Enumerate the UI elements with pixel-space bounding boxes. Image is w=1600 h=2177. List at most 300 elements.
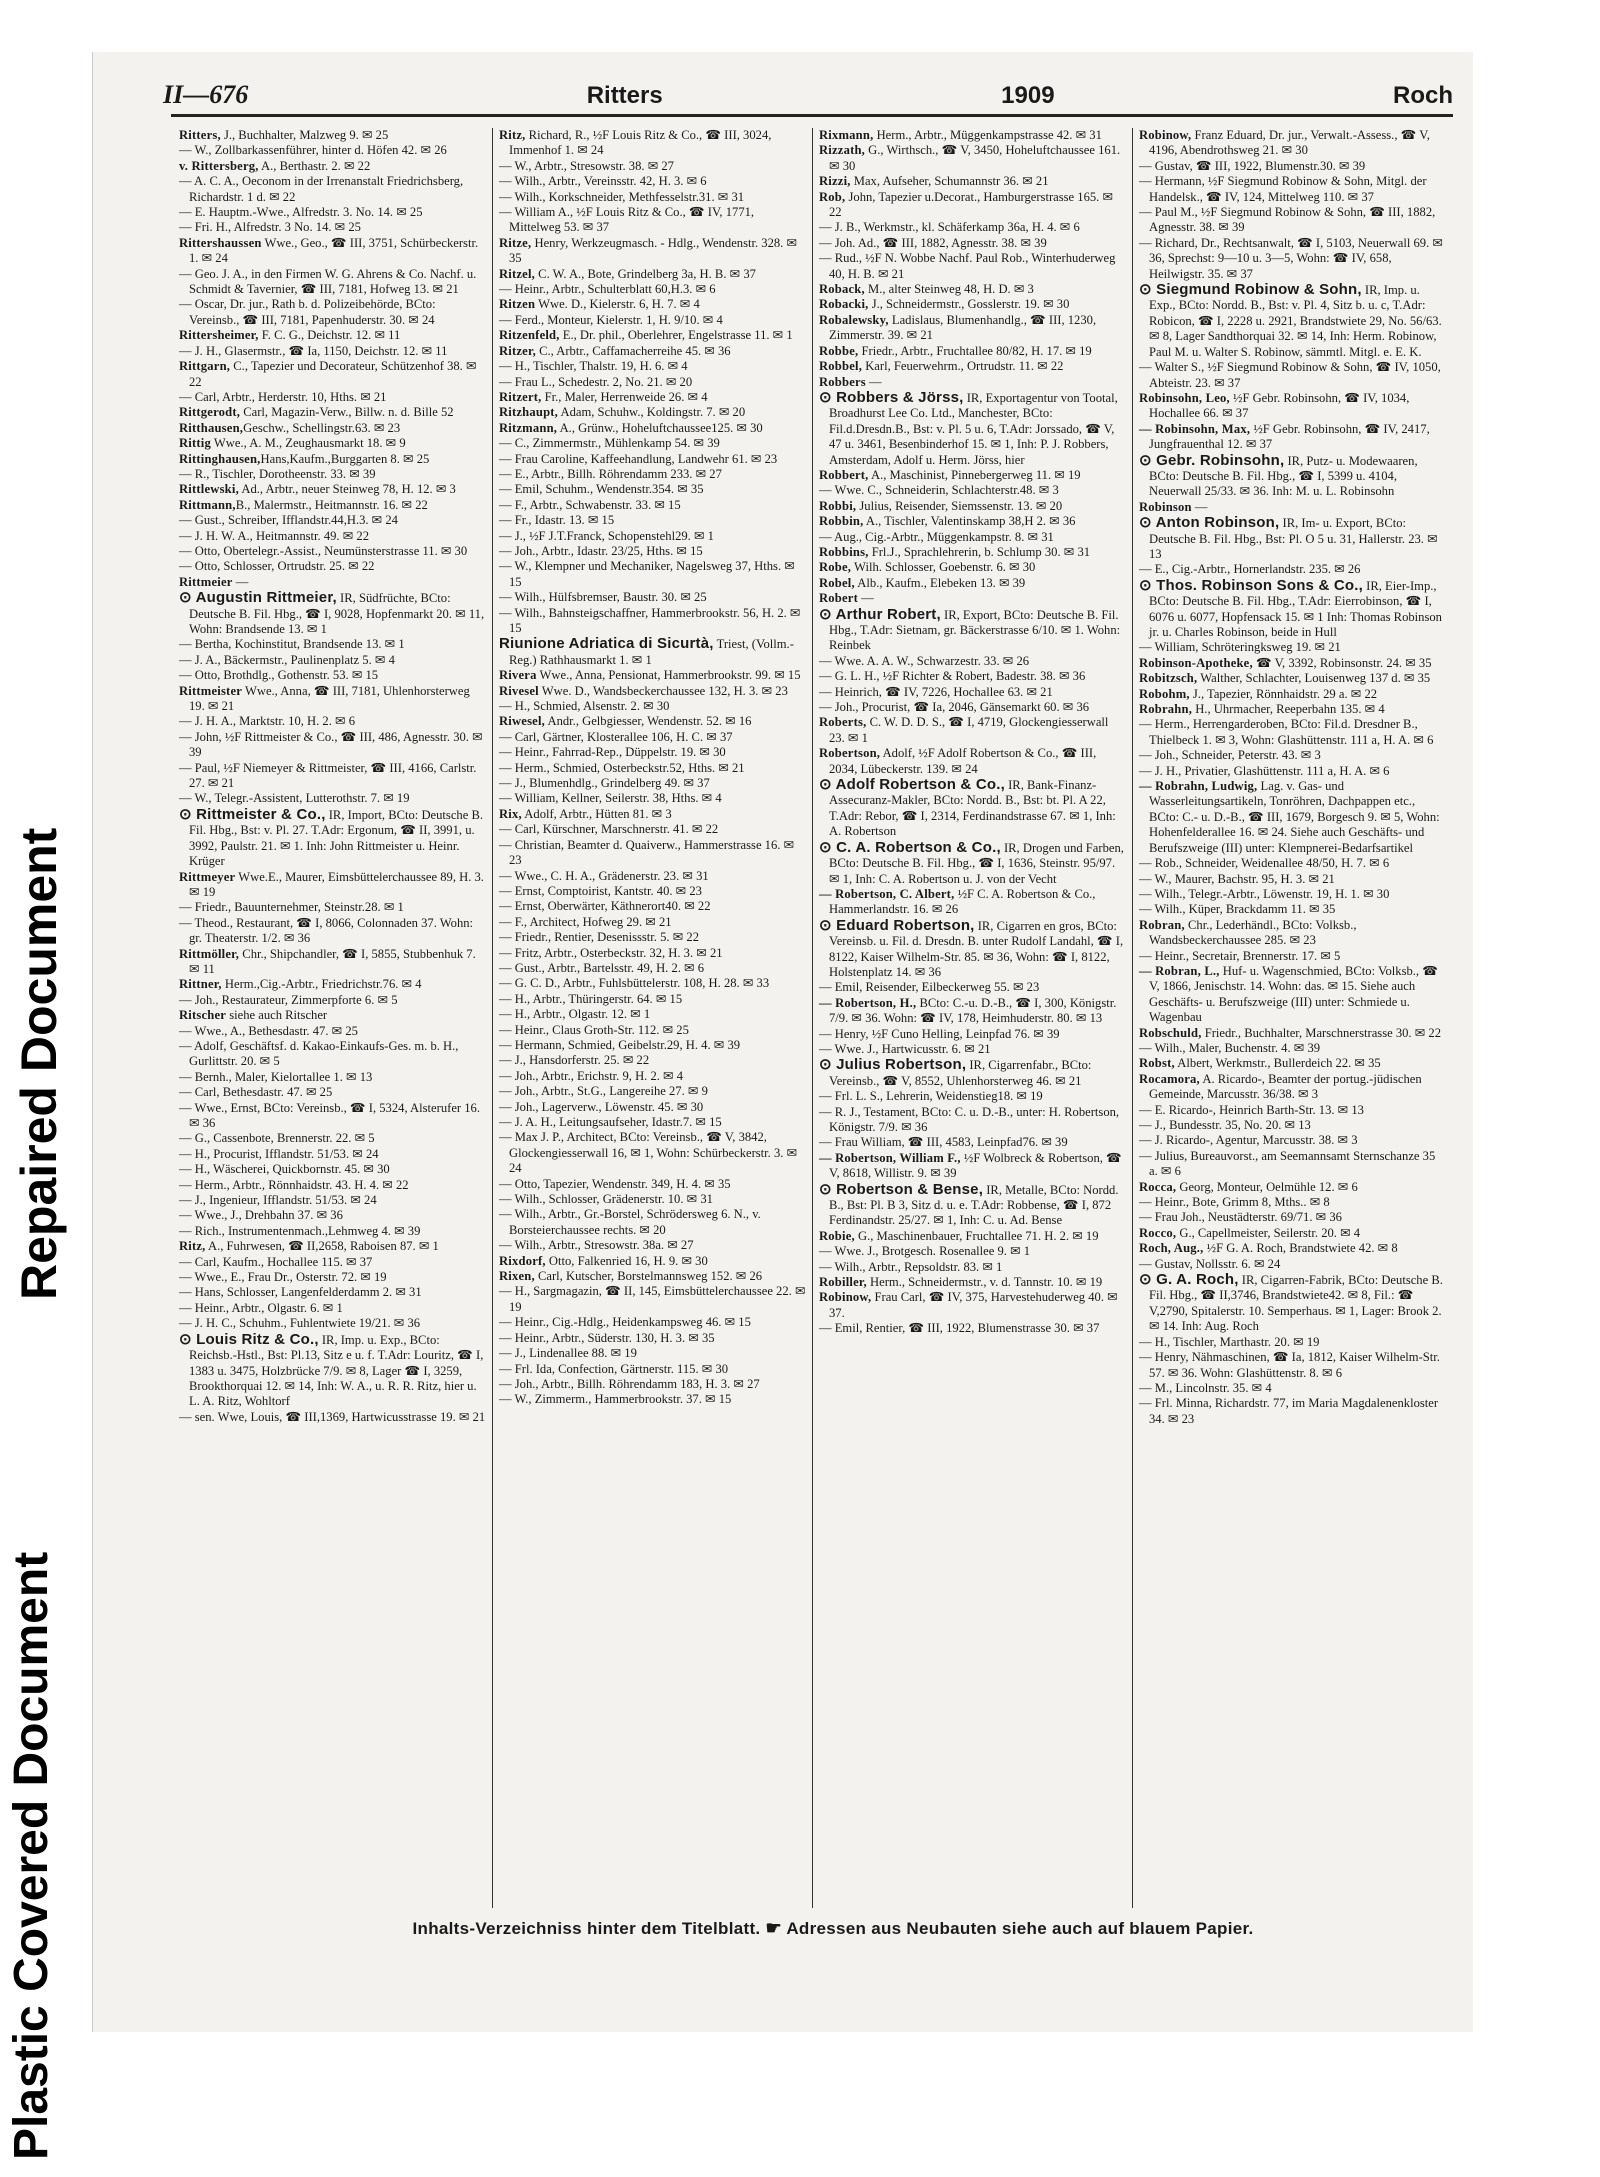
- directory-entry: [499, 1177, 806, 1192]
- entry-details: Wwe. D., Kielerstr. 6, H. 7. ✉ 4: [535, 297, 700, 312]
- entry-details: — Wwe., E., Frau Dr., Osterstr. 72. ✉ 19: [179, 1270, 387, 1285]
- directory-entry: [819, 190, 1126, 221]
- entry-details: — Wwe. C., Schneiderin, Schlachterstr.48. ✉ 3: [819, 483, 1059, 498]
- entry-details: — Paul, ½F Niemeyer & Rittmeister, ☎ III, 4166, Carlstr. 27. ✉ 21: [179, 760, 477, 791]
- entry-details: — Herm., Herrengarderoben, BCto: Fil.d. Dresdner B., Thielbeck 1. ✉ 3, Wohn: Glashüttenstr. 111 a, H. A. ✉ 6: [1139, 717, 1434, 747]
- entry-details: G., Capellmeister, Seilerstr. 20. ✉ 4: [1176, 1225, 1361, 1240]
- entry-details: — Bernh., Maler, Kielortallee 1. ✉ 13: [179, 1069, 373, 1084]
- entry-name: ⊙ Augustin Rittmeier,: [179, 589, 337, 607]
- directory-entry: [819, 468, 1126, 483]
- entry-details: — W., Klempner und Mechaniker, Nagelsweg 37, Hths. ✉ 15: [499, 559, 795, 589]
- entry-name: ⊙ Julius Robertson,: [819, 1056, 967, 1074]
- entry-details: — Joh., Arbtr., Billh. Röhrendamm 183, H. 3. ✉ 27: [499, 1376, 760, 1391]
- entry-name: ⊙ Robertson & Bense,: [819, 1180, 984, 1198]
- directory-entry: [1139, 687, 1447, 702]
- entry-name: Rixmann,: [819, 128, 874, 142]
- directory-entry: [1139, 902, 1447, 917]
- entry-details: — H., Procurist, Ifflandstr. 51/53. ✉ 24: [179, 1146, 379, 1161]
- entry-details: — W., Arbtr., Stresowstr. 38. ✉ 27: [499, 158, 674, 173]
- directory-entry: [179, 637, 486, 652]
- entry-name: Rittig: [179, 436, 211, 451]
- entry-details: — Otto, Obertelegr.-Assist., Neumünsterstrasse 11. ✉ 30: [179, 543, 468, 558]
- entry-details: — C., Zimmermstr., Mühlenkamp 54. ✉ 39: [499, 436, 720, 451]
- directory-entry: [179, 1410, 486, 1425]
- directory-entry: [499, 1038, 806, 1053]
- directory-entry: [1139, 1103, 1447, 1118]
- directory-entry: [179, 1285, 486, 1300]
- entry-details: — Fritz, Arbtr., Osterbeckstr. 32, H. 3. ✉ 21: [499, 945, 723, 960]
- directory-entry: [179, 1255, 486, 1270]
- entry-details: Franz Eduard, Dr. jur., Verwalt.-Assess., ☎ V, 4196, Abendrothsweg 21. ✉ 30: [1149, 128, 1430, 158]
- directory-page: [92, 52, 1473, 2032]
- entry-details: — H., Arbtr., Thüringerstr. 64. ✉ 15: [499, 991, 683, 1006]
- entry-details: — J. H., Privatier, Glashüttenstr. 111 a, H. A. ✉ 6: [1139, 763, 1390, 778]
- entry-name: Ritzert,: [499, 389, 542, 404]
- entry-details: — Theod., Restaurant, ☎ I, 8066, Colonnaden 37. Wohn: gr. Theaterstr. 1/2. ✉ 36: [179, 915, 474, 946]
- entry-name: ⊙ G. A. Roch,: [1139, 1271, 1239, 1289]
- entry-details: — Heinrich, ☎ IV, 7226, Hochallee 63. ✉ 21: [819, 684, 1053, 699]
- column-4: [1133, 128, 1453, 1908]
- entry-details: — J. H. W. A., Heitmannstr. 49. ✉ 22: [179, 528, 370, 543]
- directory-entry: [819, 1260, 1126, 1275]
- entry-name: Rocamora,: [1139, 1071, 1200, 1086]
- entry-name: Ritze,: [499, 235, 532, 250]
- entry-details: — G., Cassenbote, Brennerstr. 22. ✉ 5: [179, 1131, 375, 1146]
- directory-entry: [499, 1115, 806, 1130]
- directory-entry: [819, 654, 1126, 669]
- entry-details: IR, Import, BCto: Deutsche B. Fil. Hbg., Bst: v. Pl. 27. T.Adr: Ergonum, ☎ II, 3991, u. 3992, Paulstr. 21. ✉ 1. Inh: John Rittmeister u. Heinr. Krüger: [189, 807, 484, 869]
- directory-entry: [499, 359, 806, 374]
- directory-entry: [1139, 856, 1447, 871]
- entry-details: Friedr., Arbtr., Fruchtallee 80/82, H. 17. ✉ 19: [858, 343, 1092, 358]
- directory-entry: [179, 575, 486, 590]
- entry-details: — Carl, Kürschner, Marschnerstr. 41. ✉ 22: [499, 822, 719, 837]
- entry-details: — A. C. A., Oeconom in der Irrenanstalt Friedrichsberg, Richardstr. 1 d. ✉ 22: [179, 174, 464, 204]
- entry-details: G., Maschinenbauer, Fruchtallee 71. H. 2. ✉ 19: [854, 1228, 1099, 1243]
- entry-details: — E., Cig.-Arbtr., Hornerlandstr. 235. ✉ 26: [1139, 562, 1361, 577]
- entry-details: —: [1191, 499, 1208, 514]
- directory-entry: [819, 499, 1126, 514]
- entry-details: — R., Tischler, Dorotheenstr. 33. ✉ 39: [179, 466, 376, 481]
- entry-name: Robitzsch,: [1139, 671, 1198, 686]
- entry-details: J., Schneidermstr., Gosslerstr. 19. ✉ 30: [868, 297, 1070, 312]
- directory-entry: [1139, 1072, 1447, 1103]
- entry-name: Rix,: [499, 806, 522, 821]
- entry-details: H., Uhrmacher, Reeperbahn 135. ✉ 4: [1192, 702, 1385, 717]
- entry-details: — Carl, Arbtr., Herderstr. 10, Hths. ✉ 21: [179, 389, 387, 404]
- entry-details: — Herm., Schmied, Osterbeckstr.52, Hths. ✉ 21: [499, 760, 745, 775]
- entry-details: — Carl, Kaufm., Hochallee 115. ✉ 37: [179, 1254, 373, 1269]
- directory-entry: [499, 714, 806, 729]
- directory-entry: [179, 1178, 486, 1193]
- entry-name: Rittmann,: [179, 497, 236, 512]
- directory-entry: [1139, 515, 1447, 562]
- directory-entry: [1139, 1226, 1447, 1241]
- entry-details: Andr., Gelbgiesser, Wendenstr. 52. ✉ 16: [545, 714, 752, 729]
- directory-entry: [819, 607, 1126, 654]
- entry-details: — J., Lindenallee 88. ✉ 19: [499, 1346, 637, 1361]
- entry-details: — Emil, Schuhm., Wendenstr.354. ✉ 35: [499, 482, 704, 497]
- entry-details: — Heinr., Arbtr., Süderstr. 130, H. 3. ✉ 35: [499, 1330, 715, 1345]
- directory-entry: [819, 282, 1126, 297]
- entry-name: Rivera: [499, 668, 537, 683]
- entry-name: — Robran, L.,: [1139, 963, 1220, 978]
- directory-entry: [819, 887, 1126, 918]
- entry-details: — Gustav, Nollsstr. 6. ✉ 24: [1139, 1256, 1281, 1271]
- entry-name: Rixen,: [499, 1269, 535, 1284]
- directory-entry: [1139, 717, 1447, 748]
- directory-entry: [1139, 1381, 1447, 1396]
- entry-details: — Max J. P., Architect, BCto: Vereinsb., ☎ V, 3842, Glockengiesserwall 16, ✉ 1, Wohn: Schürbeckerstr. 3. ✉ 24: [499, 1130, 798, 1176]
- directory-entry: [499, 405, 806, 420]
- entry-name: Ritzen: [499, 297, 536, 312]
- entry-name: ⊙ Thos. Robinson Sons & Co.,: [1139, 576, 1363, 594]
- directory-entry: [179, 143, 486, 158]
- directory-entry: [819, 514, 1126, 529]
- directory-entry: [179, 1101, 486, 1132]
- entry-details: IR, Südfrüchte, BCto: Deutsche B. Fil. Hbg., ☎ I, 9028, Hopfenmarkt 20. ✉ 11, Wohn: Brandsende 13. ✉ 1: [189, 591, 485, 636]
- entry-details: — Joh., Schneider, Peterstr. 43. ✉ 3: [1139, 748, 1321, 763]
- directory-entry: [179, 1301, 486, 1316]
- page-header: [163, 70, 1453, 110]
- entry-name: Ritscher: [179, 1008, 227, 1023]
- directory-entry: [499, 1238, 806, 1253]
- entry-details: — J., Hansdorferstr. 25. ✉ 22: [499, 1053, 650, 1068]
- directory-entry: [819, 483, 1126, 498]
- entry-name: Rittmeister: [179, 683, 243, 698]
- directory-entry: [1139, 1396, 1447, 1427]
- entry-name: Rocca,: [1139, 1179, 1177, 1194]
- entry-name: Ritthausen,: [179, 420, 244, 435]
- directory-entry: [499, 899, 806, 914]
- plastic-covered-stamp: Plastic Covered Document: [5, 1551, 58, 2160]
- entry-details: — Wilh., Telegr.-Arbtr., Löwenstr. 19, H. 1. ✉ 30: [1139, 886, 1390, 901]
- entry-details: — Aug., Cig.-Arbtr., Müggenkampstr. 8. ✉ 31: [819, 529, 1054, 544]
- directory-entry: [819, 746, 1126, 777]
- directory-entry: [499, 128, 806, 159]
- directory-entry: [179, 993, 486, 1008]
- entry-details: J., Buchhalter, Malzweg 9. ✉ 25: [220, 128, 389, 142]
- directory-entry: [819, 840, 1126, 887]
- entry-details: — Wilh., Arbtr., Vereinsstr. 42, H. 3. ✉ 6: [499, 174, 707, 189]
- entry-details: — Oscar, Dr. jur., Rath b. d. Polizeibehörde, BCto: Vereinsb., ☎ III, 7181, Papenhuderstr. 30. ✉ 24: [179, 297, 436, 327]
- column-1: [173, 128, 493, 1908]
- directory-entry: [179, 513, 486, 528]
- directory-entry: [819, 530, 1126, 545]
- directory-entry: [819, 1135, 1126, 1150]
- entry-details: IR, Exportagentur von Tootal, Broadhurst Lee Co. Ltd., Manchester, BCto: Fil.d.Dresdn.B., Bst: v. Pl. 5 u. 6, T.Adr: Jorssado, ☎ V, 47 u. 3461, Besenbinderhof 15. ✉ 1, Inh: P. J. Robbers, Amsterdam, Adolf u. Herm. Jörss, hier: [829, 390, 1118, 467]
- entry-name: Robiller,: [819, 1275, 867, 1290]
- directory-entry: [499, 467, 806, 482]
- entry-details: — Ernst, Comptoirist, Kantstr. 40. ✉ 23: [499, 883, 702, 898]
- directory-entry: [819, 390, 1126, 468]
- directory-entry: [179, 359, 486, 390]
- directory-entry: [1139, 174, 1447, 205]
- directory-entry: [499, 174, 806, 189]
- entry-details: A., Maschinist, Pinnebergerweg 11. ✉ 19: [868, 467, 1081, 482]
- entry-name: Robran,: [1139, 917, 1185, 932]
- directory-entry: [1139, 748, 1447, 763]
- entry-details: Henry, Werkzeugmasch. - Hdlg., Wendenstr. 328. ✉ 35: [509, 235, 798, 266]
- entry-details: B., Malermstr., Heitmannstr. 16. ✉ 22: [235, 497, 428, 512]
- directory-entry: [499, 838, 806, 869]
- entry-details: Wwe. D., Wandsbeckerchaussee 132, H. 3. ✉ 23: [538, 683, 788, 698]
- directory-entry: [179, 1039, 486, 1070]
- entry-name: Rittner,: [179, 977, 222, 992]
- footer-newbuild-note: Adressen aus Neubauten siehe auch auf blauem Papier.: [786, 1919, 1254, 1938]
- directory-entry: [499, 1207, 806, 1238]
- directory-entry: [499, 745, 806, 760]
- directory-entry: [499, 236, 806, 267]
- entry-name: Ritters,: [179, 128, 221, 142]
- directory-entry: [819, 220, 1126, 235]
- entry-details: — Joh., Arbtr., Erichstr. 9, H. 2. ✉ 4: [499, 1068, 684, 1083]
- entry-name: ⊙ Arthur Robert,: [819, 605, 941, 623]
- directory-entry: [499, 946, 806, 961]
- entry-name: v. Rittersberg,: [179, 158, 259, 173]
- entry-details: — Wilh., Arbtr., Repsoldstr. 83. ✉ 1: [819, 1259, 1003, 1274]
- directory-entry: [499, 205, 806, 236]
- entry-details: IR, Putz- u. Modewaaren, BCto: Deutsche B. Fil. Hbg., ☎ I, 5399 u. 4104, Neuerwall 25/33. ✉ 36. Inh: M. u. L. Robinsohn: [1149, 453, 1418, 499]
- entry-details: — Herm., Arbtr., Rönnhaidstr. 43. H. 4. ✉ 22: [179, 1177, 409, 1192]
- entry-details: — E., Arbtr., Billh. Röhrendamm 233. ✉ 27: [499, 466, 722, 481]
- entry-name: Riwesel,: [499, 714, 546, 729]
- entry-details: Herm.,Cig.-Arbtr., Friedrichstr.76. ✉ 4: [221, 977, 422, 992]
- entry-details: — J. A. H., Leitungsaufseher, Idastr.7. ✉ 15: [499, 1115, 722, 1129]
- entry-details: — Gustav, ☎ III, 1922, Blumenstr.30. ✉ 39: [1139, 158, 1366, 173]
- directory-entry: [819, 1321, 1126, 1336]
- directory-entry: [499, 190, 806, 205]
- entry-details: A., Grünw., Hoheluftchaussee125. ✉ 30: [557, 420, 763, 435]
- entry-details: — William, Kellner, Seilerstr. 38, Hths. ✉ 4: [499, 791, 722, 806]
- directory-entry: [499, 1362, 806, 1377]
- directory-entry: [179, 128, 486, 143]
- directory-entry: [179, 1316, 486, 1331]
- entry-details: — E. Hauptm.-Wwe., Alfredstr. 3. No. 14. ✉ 25: [179, 205, 423, 220]
- entry-details: — G. C. D., Arbtr., Fuhlsbüttelerstr. 108, H. 28. ✉ 33: [499, 976, 770, 991]
- directory-entry: [179, 870, 486, 901]
- entry-details: — Heinr., Secretair, Brennerstr. 17. ✉ 5: [1139, 948, 1341, 963]
- directory-entry: [499, 976, 806, 991]
- footer-index-note: Inhalts-Verzeichniss hinter dem Titelblatt.: [412, 1919, 761, 1938]
- entry-details: Alb., Kaufm., Elebeken 13. ✉ 39: [854, 575, 1026, 590]
- entry-details: — Frl. Ida, Confection, Gärtnerstr. 115. ✉ 30: [499, 1361, 729, 1376]
- entry-details: — Wilh., Arbtr., Gr.-Borstel, Schrödersweg 6. N., v. Borsteierchaussee rechts. ✉ 20: [499, 1207, 761, 1237]
- entry-details: — J., ½F J.T.Franck, Schopenstehl29. ✉ 1: [499, 528, 714, 543]
- entry-details: Frl.J., Sprachlehrerin, b. Schlump 30. ✉ 31: [868, 544, 1091, 559]
- directory-entry: [179, 761, 486, 792]
- directory-entry: [179, 498, 486, 513]
- directory-entry: [499, 606, 806, 637]
- entry-details: —: [857, 591, 874, 606]
- directory-entry: [1139, 236, 1447, 282]
- entry-details: — R. J., Testament, BCto: C. u. D.-B., unter: H. Robertson, Königstr. 7/9. ✉ 36: [819, 1104, 1120, 1134]
- directory-entry: [179, 807, 486, 870]
- entry-details: Hans,Kaufm.,Burggarten 8. ✉ 25: [260, 451, 430, 466]
- entry-details: — Wilh., Küper, Brackdamm 11. ✉ 35: [1139, 902, 1336, 917]
- entry-details: C. W. A., Bote, Grindelberg 3a, H. B. ✉ 37: [535, 266, 756, 281]
- entry-details: — Rich., Instrumentenmach.,Lehmweg 4. ✉ 39: [179, 1223, 421, 1238]
- directory-entry: [1139, 1133, 1447, 1148]
- entry-details: — Emil, Rentier, ☎ III, 1922, Blumenstrasse 30. ✉ 37: [819, 1321, 1100, 1336]
- entry-details: — M., Lincolnstr. 35. ✉ 4: [1139, 1380, 1272, 1395]
- entry-name: Rittinghausen,: [179, 451, 261, 466]
- entry-details: Herm., Schneidermstr., v. d. Tannstr. 10. ✉ 19: [866, 1275, 1103, 1290]
- directory-entry: [179, 220, 486, 235]
- entry-name: Rizzath,: [819, 143, 866, 158]
- directory-entry: [499, 1269, 806, 1284]
- entry-name: Ritz,: [499, 128, 526, 142]
- directory-entry: [1139, 1149, 1447, 1180]
- entry-details: — H., Arbtr., Olgastr. 12. ✉ 1: [499, 1007, 651, 1022]
- directory-entry: [499, 915, 806, 930]
- directory-entry: [499, 328, 806, 343]
- entry-name: ⊙ Eduard Robertson,: [819, 916, 975, 934]
- entry-details: E., Dr. phil., Oberlehrer, Engelstrasse 11. ✉ 1: [559, 328, 793, 343]
- entry-details: — Joh., Restaurateur, Zimmerpforte 6. ✉ 5: [179, 992, 398, 1007]
- entry-details: Adolf, ½F Adolf Robertson & Co., ☎ III, 2034, Lübeckerstr. 139. ✉ 24: [829, 746, 1097, 776]
- directory-entry: [179, 405, 486, 420]
- directory-entry: [1139, 702, 1447, 717]
- entry-name: ⊙ C. A. Robertson & Co.,: [819, 838, 1001, 856]
- directory-entry: [1139, 453, 1447, 500]
- entry-details: C., Tapezier und Decorateur, Schützenhof 38. ✉ 22: [189, 359, 477, 389]
- entry-name: Robel,: [819, 575, 855, 590]
- directory-entry: [499, 1069, 806, 1084]
- entry-details: — Carl, Bethesdastr. 47. ✉ 25: [179, 1085, 333, 1100]
- directory-entry: [179, 916, 486, 947]
- directory-entry: [179, 1332, 486, 1410]
- entry-details: — Joh., Lagerverw., Löwenstr. 45. ✉ 30: [499, 1099, 704, 1114]
- directory-entry: [179, 344, 486, 359]
- entry-details: — H., Tischler, Thalstr. 19, H. 6. ✉ 4: [499, 359, 688, 374]
- entry-name: Rittgarn,: [179, 359, 231, 374]
- entry-details: IR, Metalle, BCto: Nordd. B., Bst: Pl. B 3, Sitz d. u. e. T.Adr: Robbense, ☎ I, 872 Ferdinandstr. 25/27. ✉ 1, Inh: C. u. Ad. Bense: [829, 1182, 1119, 1228]
- directory-entry: [499, 1346, 806, 1361]
- entry-details: — J. H. A., Marktstr. 10, H. 2. ✉ 6: [179, 714, 356, 729]
- entry-details: — William, Schröteringksweg 19. ✉ 21: [1139, 640, 1341, 655]
- directory-entry: [499, 1053, 806, 1068]
- entry-details: — Hermann, Schmied, Geibelstr.29, H. 4. ✉ 39: [499, 1037, 741, 1052]
- entry-details: Friedr., Buchhalter, Marschnerstrasse 30. ✉ 22: [1201, 1025, 1442, 1040]
- entry-name: Robst,: [1139, 1056, 1175, 1071]
- page-footer: [213, 1918, 1453, 1939]
- entry-details: IR, Cigarrenfabr., BCto: Vereinsb., ☎ V, 8552, Uhlenhorsterweg 46. ✉ 21: [829, 1058, 1092, 1088]
- entry-name: Robinson: [1139, 499, 1192, 514]
- directory-entry: [179, 390, 486, 405]
- entry-details: — Frau Caroline, Kaffeehandlung, Landwehr 61. ✉ 23: [499, 451, 778, 466]
- directory-entry: [499, 761, 806, 776]
- entry-details: — H., Sargmagazin, ☎ II, 145, Eimsbüttelerchaussee 22. ✉ 19: [499, 1284, 806, 1314]
- directory-entry: [179, 529, 486, 544]
- directory-entry: [819, 1182, 1126, 1229]
- entry-details: — Wilh., Maler, Buchenstr. 4. ✉ 39: [1139, 1040, 1321, 1055]
- entry-details: — Wilh., Arbtr., Stresowstr. 38a. ✉ 27: [499, 1238, 694, 1253]
- directory-entry: [499, 791, 806, 806]
- entry-details: — Henry, ½F Cuno Helling, Leinpfad 76. ✉ 39: [819, 1026, 1060, 1041]
- entry-details: ½F C. A. Robertson & Co., Hammerlandstr. 16. ✉ 26: [829, 886, 1096, 917]
- entry-details: — Gust., Schreiber, Ifflandstr.44,H.3. ✉ 24: [179, 513, 398, 528]
- entry-details: Richard, R., ½F Louis Ritz & Co., ☎ III, 3024, Immenhof 1. ✉ 24: [509, 128, 772, 158]
- entry-details: F. C. G., Deichstr. 12. ✉ 11: [258, 328, 401, 343]
- entry-name: Roback,: [819, 282, 865, 297]
- entry-details: — Gust., Arbtr., Bartelsstr. 49, H. 2. ✉ 6: [499, 960, 705, 975]
- entry-name: Robbert,: [819, 467, 869, 482]
- directory-entry: [819, 1057, 1126, 1089]
- directory-entry: [1139, 640, 1447, 655]
- directory-entry: [819, 143, 1126, 174]
- directory-entry: [179, 1239, 486, 1254]
- directory-entry: [1139, 1257, 1447, 1272]
- entry-details: — Adolf, Geschäftsf. d. Kakao-Einkaufs-Ges. m. b. H., Gurlittstr. 20. ✉ 5: [179, 1038, 459, 1069]
- directory-entry: [819, 715, 1126, 746]
- entry-details: Walther, Schlachter, Louisenweg 137 d. ✉ 35: [1197, 671, 1431, 686]
- entry-details: Otto, Falkenried 16, H. 9. ✉ 30: [545, 1253, 708, 1268]
- entry-name: Rob,: [819, 189, 846, 204]
- entry-name: Robacki,: [819, 297, 869, 312]
- directory-entry: [499, 992, 806, 1007]
- directory-entry: [1139, 1041, 1447, 1056]
- entry-details: — Wilh., Hülfsbremser, Baustr. 30. ✉ 25: [499, 590, 707, 605]
- directory-entry: [499, 375, 806, 390]
- directory-entry: [499, 822, 806, 837]
- entry-name: Ritzhaupt,: [499, 405, 559, 420]
- entry-name: Rittmeyer: [179, 869, 236, 884]
- entry-details: IR, Eier-Imp., BCto: Deutsche B. Fil. Hbg., T.Adr: Eierrobinson, ☎ I, 6076 u. 6077, Hopfensack 15. ✉ 1 Inh: Thomas Robinson jr. u. Charles Robinson, beide in Hull: [1149, 578, 1442, 639]
- entry-name: Robbe,: [819, 343, 859, 358]
- entry-details: A., Berthastr. 2. ✉ 22: [258, 158, 371, 173]
- directory-entry: [819, 375, 1126, 390]
- entry-name: Rittlewski,: [179, 482, 239, 497]
- directory-entry: [499, 436, 806, 451]
- entry-details: Geschw., Schellingstr.63. ✉ 23: [243, 420, 401, 435]
- directory-entry: [499, 421, 806, 436]
- directory-entry: [179, 267, 486, 298]
- directory-entry: [1139, 1210, 1447, 1225]
- entry-details: — Hermann, ½F Siegmund Robinow & Sohn, Mitgl. der Handelsk., ☎ IV, 124, Mittelweg 110. ✉ 37: [1139, 174, 1427, 204]
- entry-name: Robie,: [819, 1228, 855, 1243]
- directory-entry: [179, 436, 486, 451]
- entry-details: Adolf, Arbtr., Hütten 81. ✉ 3: [521, 806, 672, 821]
- entry-details: Wwe.E., Maurer, Eimsbüttelerchaussee 89, H. 3. ✉ 19: [189, 869, 484, 899]
- header-first-entry: Ritters: [586, 82, 663, 109]
- directory-entry: [819, 174, 1126, 189]
- entry-name: Ritz,: [179, 1239, 206, 1254]
- directory-entry: [179, 947, 486, 978]
- directory-entry: [1139, 887, 1447, 902]
- directory-entry: [179, 297, 486, 328]
- directory-entry: [1139, 391, 1447, 422]
- entry-name: Roberts,: [819, 715, 867, 730]
- column-2: [493, 128, 813, 1908]
- directory-entry: [179, 1131, 486, 1146]
- entry-details: Karl, Feuerwehrm., Ortrudstr. 11. ✉ 22: [862, 359, 1064, 374]
- directory-entry: [819, 1105, 1126, 1136]
- directory-entry: [819, 344, 1126, 359]
- entry-name: ⊙ Adolf Robertson & Co.,: [819, 776, 1005, 794]
- directory-entry: [499, 452, 806, 467]
- directory-entry: [179, 452, 486, 467]
- entry-details: A., Tischler, Valentinskamp 38,H 2. ✉ 36: [863, 514, 1076, 529]
- entry-details: — Paul M., ½F Siegmund Robinow & Sohn, ☎ III, 1882, Agnesstr. 38. ✉ 39: [1139, 205, 1436, 235]
- entry-details: — Richard, Dr., Rechtsanwalt, ☎ I, 5103, Neuerwall 69. ✉ 36, Sprechst: 9—10 u. 3—5, Wohn: ☎ IV, 658, Heilwigstr. 35. ✉ 37: [1139, 235, 1443, 281]
- directory-entry: [179, 236, 486, 267]
- directory-entry: [499, 636, 806, 668]
- header-rule: [171, 114, 1453, 117]
- directory-entry: [819, 545, 1126, 560]
- entry-details: Carl, Kutscher, Borstelmannsweg 152. ✉ 26: [534, 1269, 763, 1284]
- entry-name: Ritzel,: [499, 266, 536, 281]
